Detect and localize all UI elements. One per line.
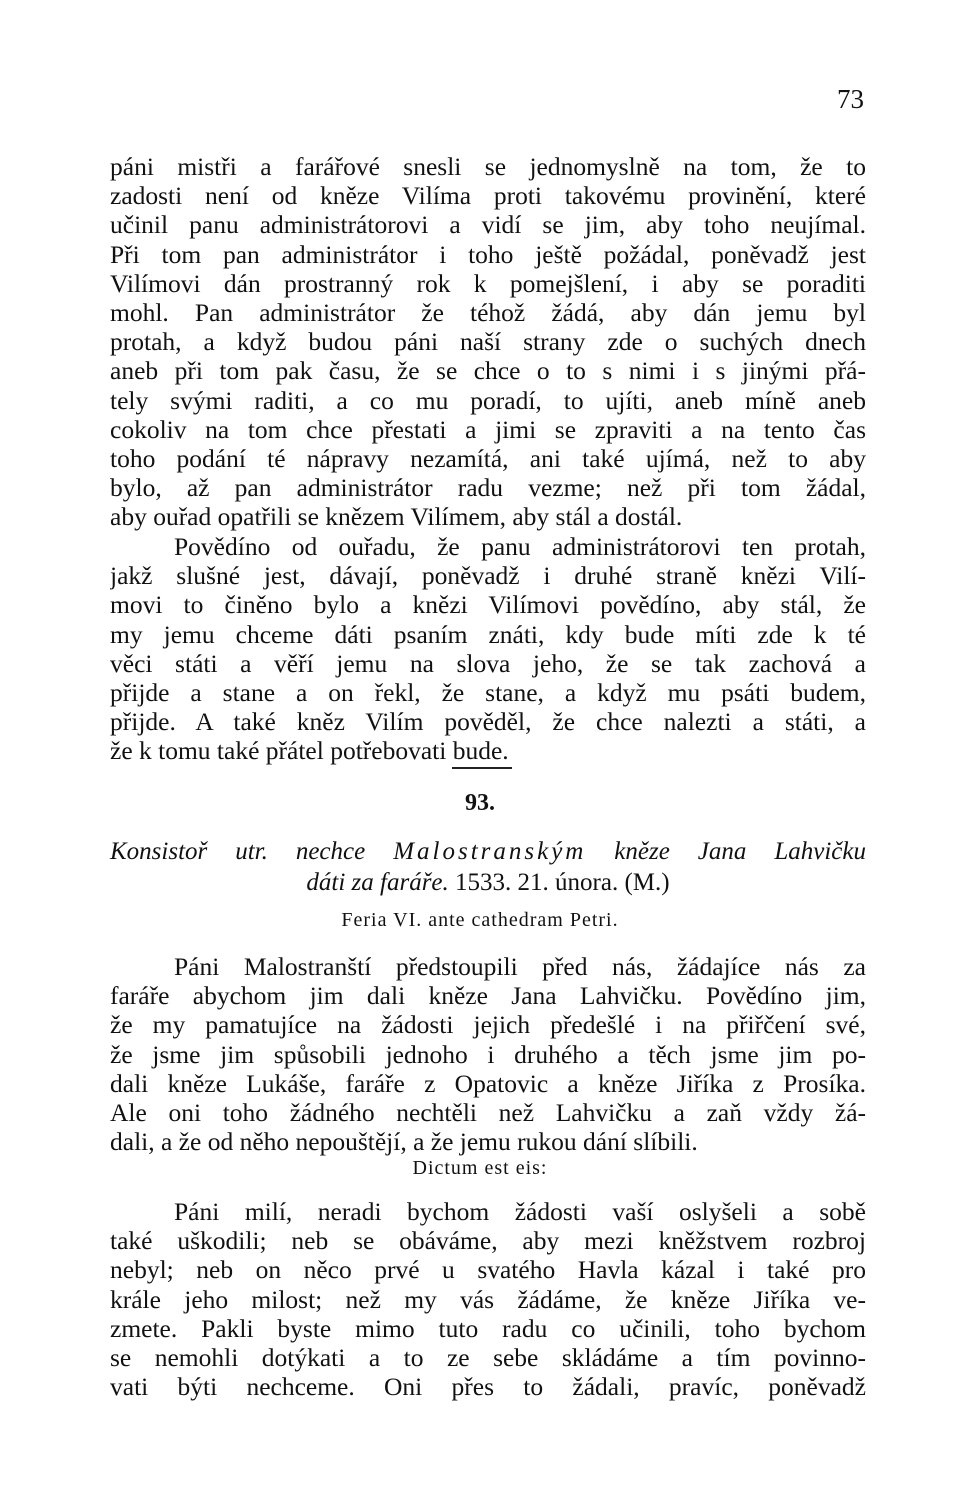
- text-line: se nemohli dotýkati a to ze sebe skládáme a tím povinno-: [110, 1342, 866, 1372]
- text-line: aneb při tom pak času, že se chce o to s nimi i s jinými přá-: [110, 356, 866, 386]
- text-line: cokoliv na tom chce přestati a jimi se zpraviti a na tento čas: [110, 414, 866, 444]
- heading-line-2: [110, 867, 866, 898]
- text-line: že my pamatujíce na žádosti jejich předešlé i na přiřčení své,: [110, 1010, 866, 1040]
- paragraph-4: [110, 1197, 866, 1401]
- heading-part-1: Konsistoř utr. nechce: [110, 838, 394, 865]
- text-line: zadosti není od kněze Vilíma proti takovému provinění, které: [110, 181, 866, 211]
- text-line: bylo, až pan administrátor radu vezme; než při tom žádal,: [110, 473, 866, 503]
- text-line: faráře abychom jim dali kněze Jana Lahvičku. Povědíno jim,: [110, 981, 866, 1011]
- text-line: aby ouřad opatřili se knězem Vilímem, aby stál a dostál.: [110, 502, 683, 532]
- text-line: tely svými raditi, a co mu poradí, to ujíti, aneb míně aneb: [110, 385, 866, 415]
- text-line: dali kněze Lukáše, faráře z Opatovic a kněze Jiříka z Prosíka.: [110, 1068, 866, 1098]
- section-divider: [452, 767, 512, 769]
- paragraph-1: [110, 152, 866, 531]
- heading-part-2: kněze Jana Lahvičku: [586, 838, 866, 865]
- text-line: Páni milí, neradi bychom žádosti vaší oslyšeli a sobě: [174, 1197, 866, 1226]
- document-heading: [110, 836, 866, 898]
- text-line: nebyl; neb on něco prvé u svatého Havla kázal i také pro: [110, 1255, 866, 1285]
- heading-part-3: dáti za faráře.: [306, 869, 449, 896]
- date-line: [0, 909, 960, 932]
- text-line: protah, a když budou páni naší strany zde o suchých dnech: [110, 327, 866, 357]
- text-line: jakž slušné jest, dávají, poněvadž i druhé straně knězi Vilí-: [110, 561, 866, 591]
- text-line: zmete. Pakli byste mimo tuto radu co učinili, toho bychom: [110, 1313, 866, 1343]
- heading-spaced-name: Malostranským: [393, 838, 587, 865]
- text-line: že jsme jim spůsobili jednoho i druhého a těch jsme jim po-: [110, 1039, 866, 1069]
- text-line: páni mistři a farářové snesli se jednomyslně na tom, že to: [110, 152, 866, 181]
- text-line: také uškodili; neb se obáváme, aby mezi kněžstvem rozbroj: [110, 1226, 866, 1256]
- text-line: Povědíno od ouřadu, že panu administrátorovi ten protah,: [174, 532, 866, 561]
- text-line: Ale oni toho žádného nechtěli než Lahvičku a zaň vždy žá-: [110, 1097, 866, 1127]
- text-line: přijde. A také kněz Vilím pověděl, že chce nalezti a státi, a: [110, 707, 866, 737]
- dictum-line: [0, 1157, 960, 1180]
- text-line: Páni Malostranští předstoupili před nás, žádajíce nás za: [174, 952, 866, 981]
- paragraph-2: [110, 532, 866, 766]
- text-line: učinil panu administrátorovi a vidí se jim, aby toho neujímal.: [110, 210, 866, 240]
- text-line: toho podání té nápravy nezamítá, ani také ujímá, než to aby: [110, 443, 866, 473]
- heading-line-1: [110, 836, 866, 867]
- heading-date: 1533. 21. února. (M.): [448, 869, 670, 896]
- text-line: věci státi a věří jemu na slova jeho, že se tak zachová a: [110, 648, 866, 678]
- text-line: my jemu chceme dáti psaním znáti, kdy bude míti zde k té: [110, 619, 866, 649]
- text-line: mohl. Pan administrátor že téhož žádá, aby dán jemu byl: [110, 297, 866, 327]
- dictum-line-text: Dictum est eis:: [412, 1157, 548, 1179]
- date-line-text: Feria VI. ante cathedram Petri.: [341, 909, 619, 931]
- page-number: 73: [837, 84, 864, 114]
- paragraph-3: [110, 952, 866, 1156]
- text-line: movi to činěno bylo a knězi Vilímovi povědíno, aby stál, že: [110, 590, 866, 620]
- text-line: Vilímovi dán prostranný rok k pomejšlení, i aby se poraditi: [110, 268, 866, 298]
- text-line: krále jeho milost; než my vás žádáme, že kněze Jiříka ve-: [110, 1284, 866, 1314]
- document-number: 93.: [465, 790, 495, 816]
- text-line: že k tomu také přátel potřebovati bude.: [110, 736, 509, 766]
- text-line: dali, a že od něho nepouštějí, a že jemu rukou dání slíbili.: [110, 1127, 698, 1157]
- text-line: přijde a stane a on řekl, že stane, a když mu psáti budem,: [110, 677, 866, 707]
- text-line: vati býti nechceme. Oni přes to žádali, pravíc, poněvadž: [110, 1372, 866, 1402]
- text-line: Při tom pan administrátor i toho ještě požádal, poněvadž jest: [110, 239, 866, 269]
